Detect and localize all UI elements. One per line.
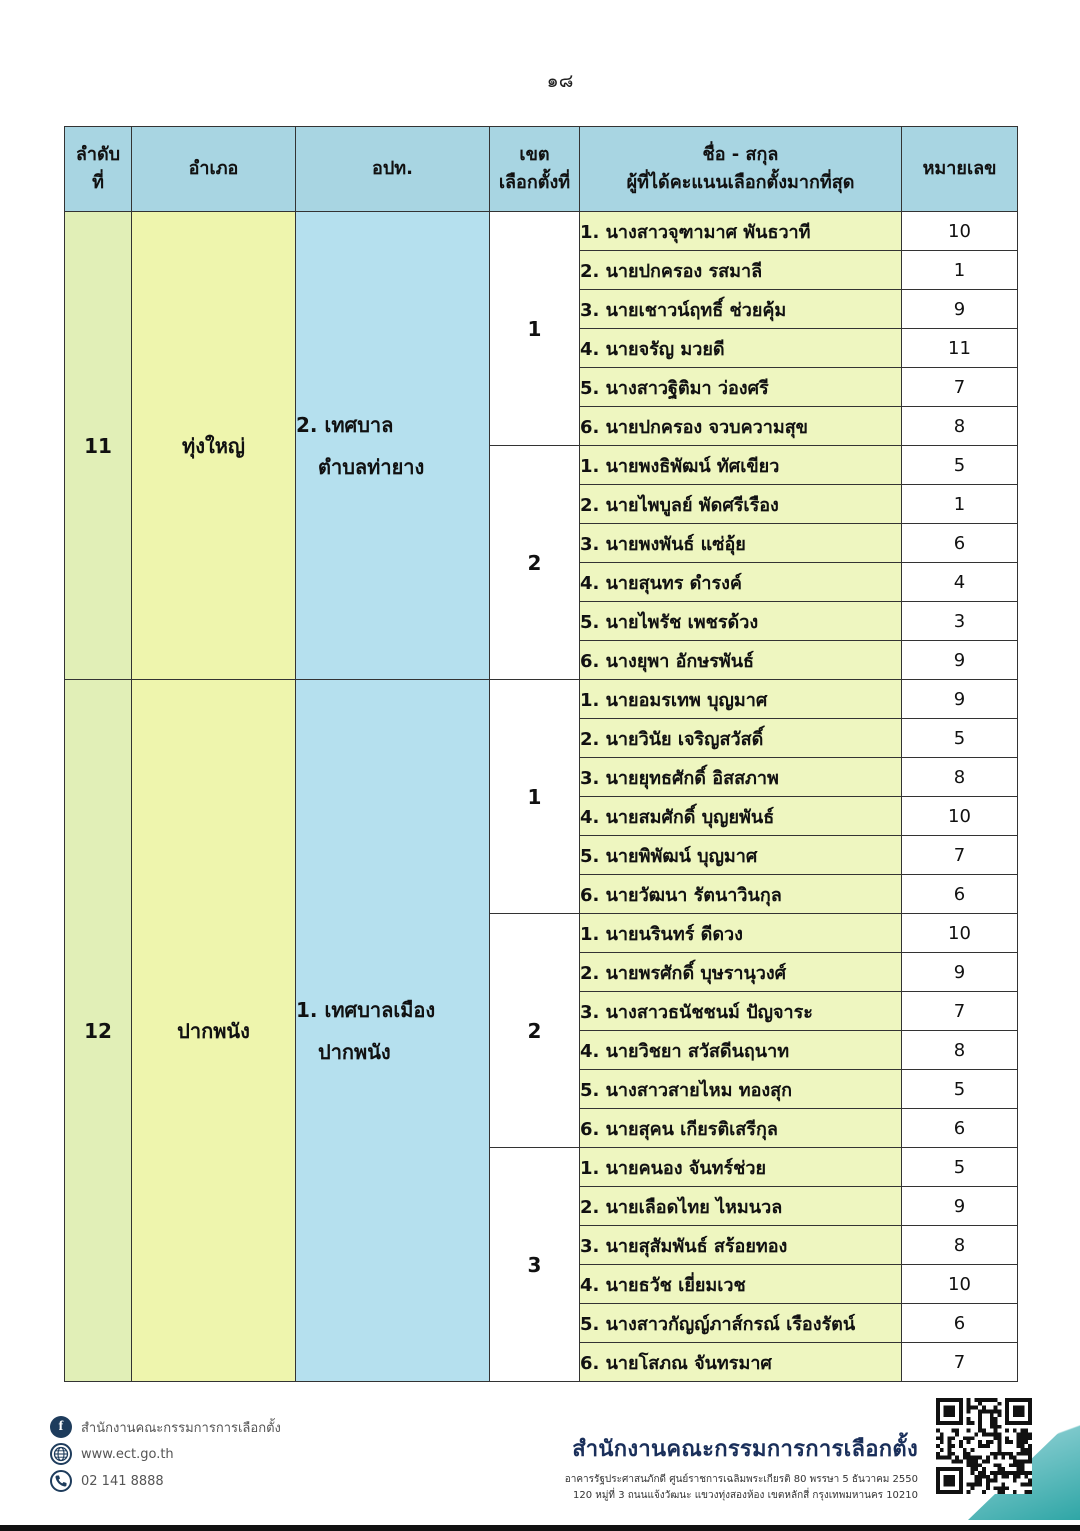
phone-icon xyxy=(50,1470,72,1492)
cell-candidate-number: 8 xyxy=(902,407,1018,446)
cell-candidate-name: 6. นายปกครอง จวบความสุข xyxy=(580,407,902,446)
cell-candidate-number: 1 xyxy=(902,485,1018,524)
cell-candidate-name: 3. นางสาวธนัชชนม์ ปัญจาระ xyxy=(580,992,902,1031)
cell-candidate-name: 6. นายโสภณ จันทรมาศ xyxy=(580,1343,902,1382)
cell-lao xyxy=(296,680,490,1382)
cell-candidate-name: 2. นายเลือดไทย ไหมนวล xyxy=(580,1187,902,1226)
lao-line-1: 1. เทศบาลเมือง xyxy=(296,997,436,1022)
cell-candidate-name: 5. นางสาวสายไหม ทองสุก xyxy=(580,1070,902,1109)
cell-candidate-number: 6 xyxy=(902,1304,1018,1343)
cell-candidate-name: 3. นายสุสัมพันธ์ สร้อยทอง xyxy=(580,1226,902,1265)
cell-candidate-number: 9 xyxy=(902,290,1018,329)
cell-candidate-number: 7 xyxy=(902,836,1018,875)
cell-candidate-number: 4 xyxy=(902,563,1018,602)
org-block xyxy=(565,1431,918,1503)
contact-website[interactable] xyxy=(50,1441,281,1467)
lao-line-1: 2. เทศบาล xyxy=(296,412,394,437)
cell-candidate-name: 4. นายธวัช เยี่ยมเวช xyxy=(580,1265,902,1304)
cell-candidate-number: 9 xyxy=(902,953,1018,992)
header-number: หมายเลข xyxy=(902,127,1018,212)
org-address xyxy=(565,1472,918,1503)
cell-candidate-number: 5 xyxy=(902,446,1018,485)
cell-candidate-name: 3. นายพงพันธ์ แซ่อุ้ย xyxy=(580,524,902,563)
facebook-label: สำนักงานคณะกรรมการการเลือกตั้ง xyxy=(81,1420,281,1436)
cell-candidate-number: 10 xyxy=(902,212,1018,251)
contact-facebook[interactable] xyxy=(50,1414,281,1440)
header-name: ชื่อ - สกุล ผู้ที่ได้คะแนนเลือกตั้งมากที่สุด xyxy=(580,127,902,212)
cell-candidate-number: 6 xyxy=(902,875,1018,914)
cell-zone: 2 xyxy=(490,914,580,1148)
cell-candidate-number: 9 xyxy=(902,680,1018,719)
cell-zone: 2 xyxy=(490,446,580,680)
cell-candidate-number: 8 xyxy=(902,1226,1018,1265)
cell-candidate-name: 3. นายยุทธศักดิ์ อิสสภาพ xyxy=(580,758,902,797)
qr-code-icon[interactable] xyxy=(936,1398,1032,1494)
cell-district: ปากพนัง xyxy=(132,680,296,1382)
table-row xyxy=(65,212,1018,251)
table-row xyxy=(65,680,1018,719)
cell-lao xyxy=(296,212,490,680)
header-district: อำเภอ xyxy=(132,127,296,212)
cell-zone: 1 xyxy=(490,212,580,446)
cell-candidate-number: 5 xyxy=(902,1148,1018,1187)
cell-zone: 1 xyxy=(490,680,580,914)
cell-candidate-name: 1. นายคนอง จันทร์ช่วย xyxy=(580,1148,902,1187)
header-seq: ลำดับ ที่ xyxy=(65,127,132,212)
cell-candidate-number: 7 xyxy=(902,992,1018,1031)
cell-candidate-name: 2. นายปกครอง รสมาลี xyxy=(580,251,902,290)
table-body xyxy=(65,212,1018,1382)
cell-candidate-name: 1. นายอมรเทพ บุญมาศ xyxy=(580,680,902,719)
page-number: ๑๘ xyxy=(546,70,574,92)
cell-candidate-name: 1. นายพงธิพัฒน์ ทัศเขียว xyxy=(580,446,902,485)
cell-candidate-name: 6. นางยุพา อักษรพันธ์ xyxy=(580,641,902,680)
cell-candidate-name: 2. นายไพบูลย์ พัดศรีเรือง xyxy=(580,485,902,524)
header-lao: อปท. xyxy=(296,127,490,212)
cell-candidate-number: 7 xyxy=(902,1343,1018,1382)
cell-candidate-number: 10 xyxy=(902,797,1018,836)
address-line-2: 120 หมู่ที่ 3 ถนนแจ้งวัฒนะ แขวงทุ่งสองห้อง เขตหลักสี่ กรุงเทพมหานคร 10210 xyxy=(572,1489,918,1501)
cell-candidate-number: 9 xyxy=(902,641,1018,680)
footer-contacts xyxy=(50,1414,281,1495)
globe-icon xyxy=(50,1443,72,1465)
cell-candidate-number: 5 xyxy=(902,1070,1018,1109)
address-line-1: อาคารรัฐประศาสนภักดี ศูนย์ราชการเฉลิมพระเกียรติ 80 พรรษา 5 ธันวาคม 2550 xyxy=(564,1474,918,1485)
table-header-row xyxy=(65,127,1018,212)
cell-candidate-name: 1. นายนรินทร์ ดีดวง xyxy=(580,914,902,953)
facebook-icon: f xyxy=(50,1416,72,1438)
cell-candidate-name: 5. นายพิพัฒน์ บุญมาศ xyxy=(580,836,902,875)
cell-candidate-name: 2. นายวินัย เจริญสวัสดิ์ xyxy=(580,719,902,758)
website-link[interactable]: www.ect.go.th xyxy=(81,1446,174,1462)
cell-candidate-name: 6. นายสุคน เกียรติเสรีกุล xyxy=(580,1109,902,1148)
cell-candidate-number: 6 xyxy=(902,524,1018,563)
cell-candidate-number: 11 xyxy=(902,329,1018,368)
cell-candidate-number: 8 xyxy=(902,1031,1018,1070)
cell-candidate-number: 7 xyxy=(902,368,1018,407)
cell-candidate-name: 3. นายเชาวน์ฤทธิ์ ช่วยคุ้ม xyxy=(580,290,902,329)
cell-district: ทุ่งใหญ่ xyxy=(132,212,296,680)
cell-candidate-name: 4. นายสมศักดิ์ บุญยพันธ์ xyxy=(580,797,902,836)
cell-candidate-number: 1 xyxy=(902,251,1018,290)
cell-candidate-number: 9 xyxy=(902,1187,1018,1226)
org-name: สำนักงานคณะกรรมการการเลือกตั้ง xyxy=(572,1437,918,1462)
cell-candidate-name: 5. นายไพรัช เพชรด้วง xyxy=(580,602,902,641)
cell-seq: 12 xyxy=(65,680,132,1382)
cell-candidate-number: 5 xyxy=(902,719,1018,758)
lao-line-2: ปากพนัง xyxy=(318,1039,391,1064)
cell-zone: 3 xyxy=(490,1148,580,1382)
cell-candidate-number: 3 xyxy=(902,602,1018,641)
phone-number: 02 141 8888 xyxy=(81,1473,164,1489)
cell-candidate-name: 5. นางสาวกัญญ์ภาส์กรณ์ เรืองรัตน์ xyxy=(580,1304,902,1343)
cell-candidate-name: 5. นางสาวฐิติมา ว่องศรี xyxy=(580,368,902,407)
cell-candidate-name: 4. นายวิชยา สวัสดีนฤนาท xyxy=(580,1031,902,1070)
cell-candidate-name: 6. นายวัฒนา รัตนาวินกุล xyxy=(580,875,902,914)
cell-candidate-name: 4. นายจรัญ มวยดี xyxy=(580,329,902,368)
cell-candidate-number: 8 xyxy=(902,758,1018,797)
cell-seq: 11 xyxy=(65,212,132,680)
header-zone: เขต เลือกตั้งที่ xyxy=(490,127,580,212)
cell-candidate-name: 1. นางสาวจุฑามาศ พันธวาที xyxy=(580,212,902,251)
lao-line-2: ตำบลท่ายาง xyxy=(318,454,425,479)
contact-phone[interactable] xyxy=(50,1468,281,1494)
cell-candidate-number: 10 xyxy=(902,1265,1018,1304)
cell-candidate-number: 10 xyxy=(902,914,1018,953)
cell-candidate-name: 2. นายพรศักดิ์ บุษรานุวงศ์ xyxy=(580,953,902,992)
bottom-bar xyxy=(0,1525,1080,1531)
cell-candidate-number: 6 xyxy=(902,1109,1018,1148)
election-results-table xyxy=(64,126,1018,1382)
cell-candidate-name: 4. นายสุนทร ดำรงค์ xyxy=(580,563,902,602)
